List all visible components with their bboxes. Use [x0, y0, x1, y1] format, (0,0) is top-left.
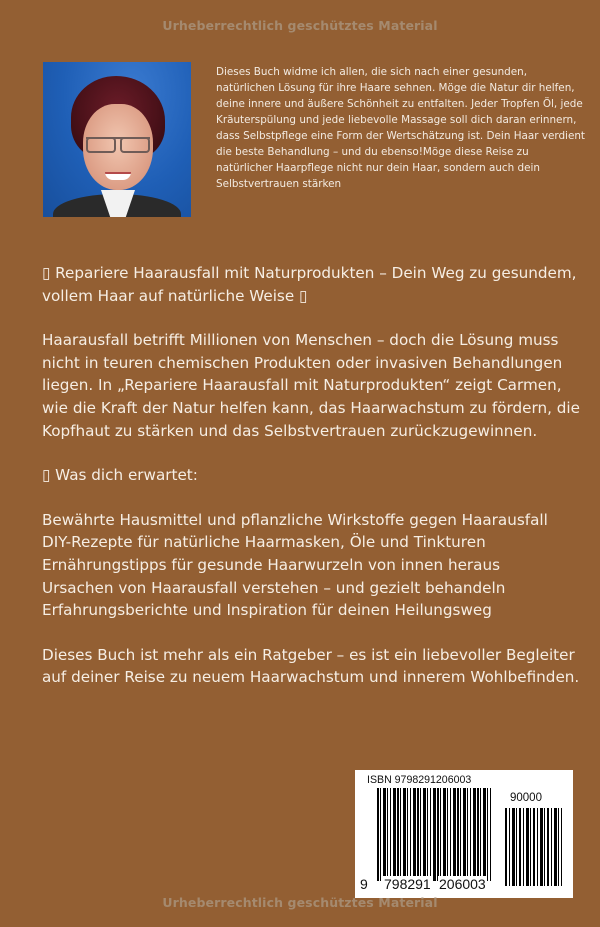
expect-item: Ursachen von Haarausfall verstehen – und gezielt behandeln — [42, 578, 506, 597]
barcode-digits-1: 9 — [360, 876, 368, 892]
photo-mouth — [105, 172, 131, 180]
price-addon-label: 90000 — [510, 792, 542, 804]
expect-list — [42, 509, 582, 622]
isbn-label: ISBN 9798291206003 — [367, 774, 472, 786]
author-photo — [43, 62, 191, 217]
barcode-digits-2: 798291 — [384, 876, 431, 892]
dedication-text: Dieses Buch widme ich allen, die sich nach einer gesunden, natürlichen Lösung für ihre Haare sehnen. Möge die Natur dir helfen, deine innere und äußere Schönheit zu entfalten. Jeder Tropfen Öl, jede Kräuterspülung und jede liebevolle Massage soll dich daran erinnern, dass Selbstpflege eine Form der Wertschätzung ist. Dein Haar verdient die beste Behandlung – und du ebenso!Möge diese Reise zu natürlicher Haarpflege nicht nur dein Haar, sondern auch dein Selbstvertrauen stärken — [216, 66, 585, 190]
expect-item: Bewährte Hausmittel und pflanzliche Wirkstoffe gegen Haarausfall — [42, 510, 548, 529]
copyright-watermark-bottom: Urheberrechtlich geschütztes Material — [162, 895, 438, 910]
blurb — [42, 262, 582, 711]
isbn-barcode — [355, 770, 573, 898]
copyright-watermark-top: Urheberrechtlich geschütztes Material — [162, 18, 438, 33]
expect-item: Erfahrungsberichte und Inspiration für deinen Heilungsweg — [42, 601, 492, 620]
addon-bars-icon — [505, 808, 562, 886]
blurb-headline: ▯ Repariere Haarausfall mit Naturprodukten – Dein Weg zu gesundem, vollem Haar auf natürliche Weise ▯ — [42, 264, 577, 305]
photo-glasses — [86, 137, 150, 151]
expect-item: Ernährungstipps für gesunde Haarwurzeln von innen heraus — [42, 555, 500, 574]
expect-heading: ▯ Was dich erwartet: — [42, 466, 198, 485]
barcode-digits-3: 206003 — [439, 876, 486, 892]
expect-item: DIY-Rezepte für natürliche Haarmasken, Öle und Tinkturen — [42, 533, 486, 552]
barcode-bars-icon — [377, 788, 492, 881]
blurb-closing: Dieses Buch ist mehr als ein Ratgeber – es ist ein liebevoller Begleiter auf deiner Reise zu neuem Haarwachstum und innerem Wohlbefinden. — [42, 645, 580, 687]
blurb-intro: Haarausfall betrifft Millionen von Menschen – doch die Lösung muss nicht in teuren chemischen Produkten oder invasiven Behandlungen liegen. In „Repariere Haarausfall mit Naturprodukten“ zeigt Carmen, wie die Kraft der Natur helfen kann, das Haarwachstum zu fördern, die Kopfhaut zu stärken und das Selbstvertrauen zurückzugewinnen. — [42, 331, 580, 440]
